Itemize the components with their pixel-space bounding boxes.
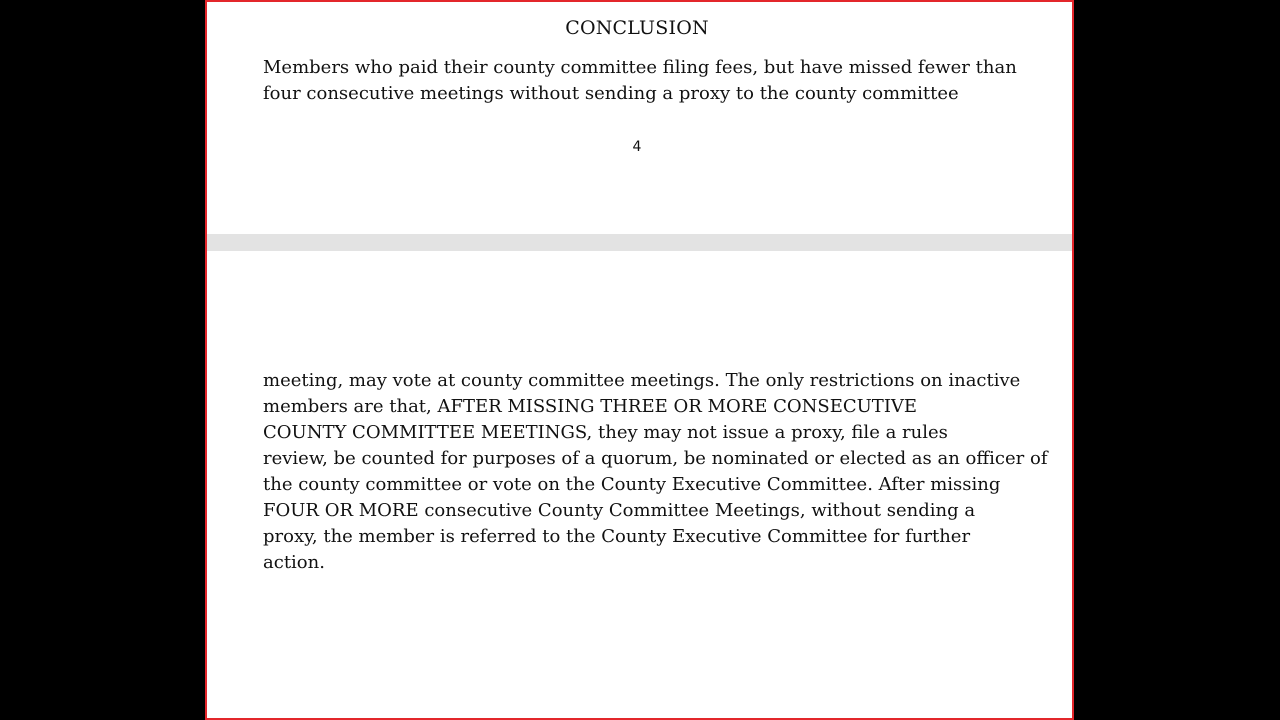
text-line: meeting, may vote at county committee meetings. The only restrictions on inactive bbox=[263, 370, 1021, 391]
text-line: proxy, the member is referred to the County Executive Committee for further bbox=[263, 526, 971, 547]
conclusion-paragraph-start bbox=[263, 55, 1023, 107]
text-line: COUNTY COMMITTEE MEETINGS, they may not issue a proxy, file a rules bbox=[263, 422, 948, 443]
page-separator bbox=[207, 234, 1072, 251]
document-page-bottom bbox=[207, 251, 1072, 718]
text-line: Members who paid their county committee filing fees, but have missed fewer than bbox=[263, 57, 1017, 78]
text-line: members are that, AFTER MISSING THREE OR MORE CONSECUTIVE bbox=[263, 396, 918, 417]
page-number: 4 bbox=[632, 139, 642, 155]
document-page-top bbox=[207, 2, 1072, 234]
text-line: the county committee or vote on the County Executive Committee. After missing bbox=[263, 474, 1001, 495]
text-line: FOUR OR MORE consecutive County Committee Meetings, without sending a bbox=[263, 500, 976, 521]
text-line: action. bbox=[263, 552, 325, 573]
text-line: review, be counted for purposes of a quorum, be nominated or elected as an officer of bbox=[263, 448, 1048, 469]
document-viewer[interactable] bbox=[205, 0, 1074, 720]
conclusion-paragraph-continued bbox=[263, 368, 1048, 576]
section-heading: CONCLUSION bbox=[565, 17, 709, 39]
text-line: four consecutive meetings without sending a proxy to the county committee bbox=[263, 83, 959, 104]
